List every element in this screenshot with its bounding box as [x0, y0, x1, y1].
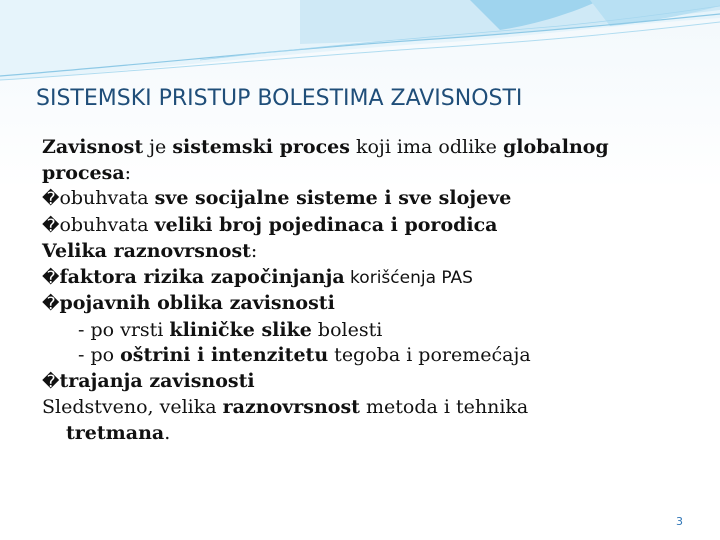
bullet-item — [42, 369, 692, 396]
slide-title: SISTEMSKI PRISTUP BOLESTIMA ZAVISNOSTI — [36, 86, 523, 111]
slide-body — [42, 135, 692, 446]
text-bold: sve socijalne sisteme i sve slojeve — [154, 187, 512, 209]
text-bold: globalnog — [502, 136, 609, 158]
text: : — [124, 161, 132, 184]
bullet-glyph-icon: � — [42, 267, 60, 288]
text: bolesti — [311, 318, 383, 341]
paragraph-sledstveno — [42, 395, 692, 421]
text-bold: kliničke slike — [169, 318, 312, 341]
text: . — [164, 421, 171, 444]
bullet-glyph-icon: � — [42, 294, 60, 314]
slide-number: 3 — [676, 515, 683, 528]
text: obuhvata — [59, 213, 155, 236]
text-bold: sistemski proces — [172, 136, 350, 158]
bullet-glyph-icon: � — [42, 189, 60, 209]
text-bold: raznovrsnost — [222, 396, 360, 418]
text-bold: procesa — [42, 161, 125, 184]
text: metoda i tehnika — [359, 396, 529, 418]
paragraph-raznovrsnost — [42, 239, 692, 265]
sub-item — [42, 318, 692, 344]
text: korišćenja PAS — [344, 267, 473, 288]
bullet-glyph-icon: � — [42, 215, 60, 236]
bullet-item — [42, 291, 692, 318]
text-bold: trajanja zavisnosti — [59, 369, 255, 392]
header-wave-decoration — [0, 0, 720, 90]
text-bold: faktora rizika započinjanja — [59, 265, 345, 288]
bullet-item — [42, 213, 692, 240]
paragraph-zavisnost-cont — [42, 161, 692, 187]
text: koji ima odlike — [349, 136, 503, 158]
sub-item — [42, 343, 692, 369]
text-bold: oštrini i intenzitetu — [120, 344, 329, 366]
text: Sledstveno, velika — [42, 396, 223, 418]
text-bold: tretmana — [66, 421, 165, 444]
bullet-item — [42, 186, 692, 213]
text: : — [250, 240, 258, 262]
text-bold: Velika raznovrsnost — [42, 240, 251, 262]
text-bold: veliki broj pojedinaca i porodica — [154, 213, 498, 236]
paragraph-sledstveno-cont — [42, 421, 692, 447]
bullet-glyph-icon: � — [42, 371, 60, 392]
text: - po vrsti — [78, 318, 170, 341]
text: je — [143, 136, 173, 158]
text: obuhvata — [59, 187, 155, 209]
bullet-item — [42, 265, 692, 292]
text-bold: Zavisnost — [42, 136, 144, 158]
text: - po — [78, 344, 121, 366]
text: tegoba i poremećaja — [328, 344, 531, 366]
text-bold: pojavnih oblika zavisnosti — [59, 292, 335, 314]
paragraph-zavisnost — [42, 135, 692, 161]
